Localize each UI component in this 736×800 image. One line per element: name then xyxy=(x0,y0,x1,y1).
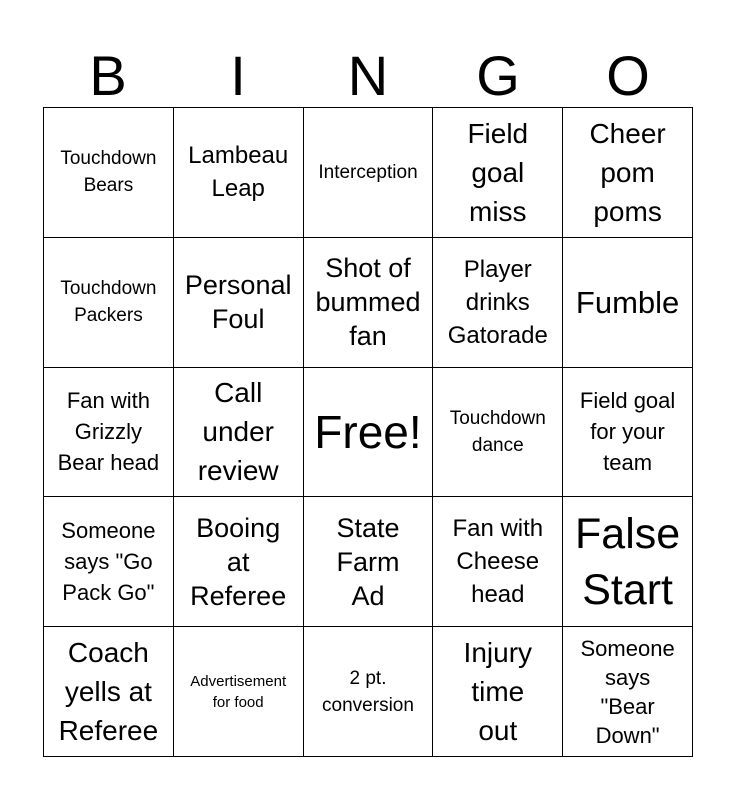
bingo-cell-r3-c5[interactable] xyxy=(563,368,693,498)
bingo-cell-r2-c5[interactable] xyxy=(563,238,693,368)
bingo-cell-r5-c5[interactable] xyxy=(563,627,693,757)
cell-label: Lambeau Leap xyxy=(188,142,289,203)
cell-label: 2 pt. conversion xyxy=(322,667,414,716)
cell-label: Call under review xyxy=(197,377,279,487)
cell-label: Field goal for your team xyxy=(579,388,676,476)
bingo-cell-r5-c2[interactable] xyxy=(174,627,304,757)
bingo-cell-r1-c2[interactable] xyxy=(174,108,304,238)
cell-label: Touchdown Packers xyxy=(60,278,157,327)
cell-label: Fumble xyxy=(575,284,680,320)
bingo-cell-r3-c4[interactable] xyxy=(433,368,563,498)
bingo-cell-r5-c3[interactable] xyxy=(304,627,434,757)
cell-label: Someone says "Go Pack Go" xyxy=(61,518,156,606)
header-letter-o: O xyxy=(606,44,650,107)
cell-label: Touchdown Bears xyxy=(60,148,157,197)
bingo-cell-r5-c4[interactable] xyxy=(433,627,563,757)
header-letter-g: G xyxy=(476,44,520,107)
bingo-cell-r2-c4[interactable] xyxy=(433,238,563,368)
header-letter-i: I xyxy=(230,44,246,107)
cell-label: Advertisement for food xyxy=(190,672,287,711)
cell-label: Injury time out xyxy=(463,637,533,747)
header-letter-b: B xyxy=(89,44,127,107)
bingo-cell-r3-c3-free[interactable] xyxy=(304,368,434,498)
bingo-cell-r1-c1[interactable] xyxy=(44,108,174,238)
cell-label: Fan with Cheese head xyxy=(452,515,544,609)
cell-label: Touchdown dance xyxy=(449,407,546,456)
cell-label: State Farm Ad xyxy=(336,512,400,611)
bingo-cell-r4-c4[interactable] xyxy=(433,497,563,627)
cell-label: Cheer pom poms xyxy=(589,117,666,227)
bingo-cell-r2-c2[interactable] xyxy=(174,238,304,368)
cell-label: Booing at Referee xyxy=(190,512,287,611)
bingo-cell-r2-c1[interactable] xyxy=(44,238,174,368)
bingo-cell-r2-c3[interactable] xyxy=(304,238,434,368)
free-space-label: Free! xyxy=(314,405,422,458)
cell-label: Personal Foul xyxy=(184,270,292,335)
bingo-cell-r1-c4[interactable] xyxy=(433,108,563,238)
cell-label: Interception xyxy=(318,161,418,183)
bingo-board xyxy=(43,107,693,757)
bingo-cell-r5-c1[interactable] xyxy=(44,627,174,757)
bingo-cell-r4-c5[interactable] xyxy=(563,497,693,627)
cell-label: Field goal miss xyxy=(467,117,529,227)
bingo-cell-r4-c2[interactable] xyxy=(174,497,304,627)
cell-label: False Start xyxy=(575,509,681,614)
cell-label: Coach yells at Referee xyxy=(58,637,159,747)
bingo-cell-r4-c1[interactable] xyxy=(44,497,174,627)
cell-label: Someone says "Bear Down" xyxy=(580,635,675,748)
cell-label: Fan with Grizzly Bear head xyxy=(57,388,160,476)
bingo-cell-r3-c2[interactable] xyxy=(174,368,304,498)
bingo-cell-r4-c3[interactable] xyxy=(304,497,434,627)
bingo-header xyxy=(43,44,693,108)
bingo-cell-r1-c5[interactable] xyxy=(563,108,693,238)
bingo-cell-r3-c1[interactable] xyxy=(44,368,174,498)
cell-label: Shot of bummed fan xyxy=(315,253,421,352)
cell-label: Player drinks Gatorade xyxy=(447,255,548,349)
bingo-cell-r1-c3[interactable] xyxy=(304,108,434,238)
header-letter-n: N xyxy=(347,44,389,107)
